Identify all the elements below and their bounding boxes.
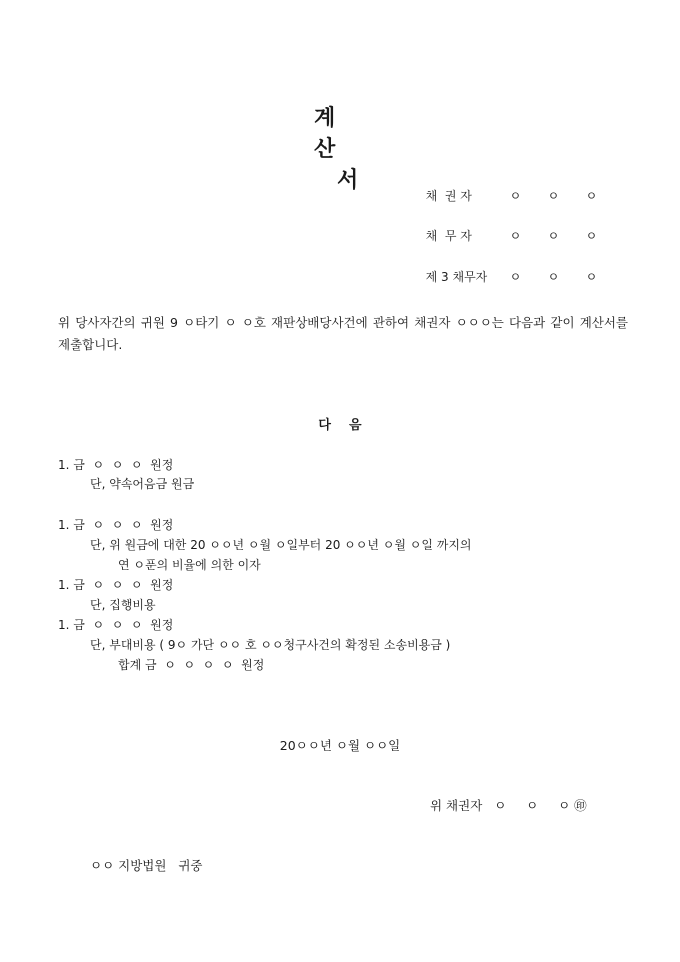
item-4-amount: 1. 금 ㅇ ㅇ ㅇ 원정 <box>58 618 174 632</box>
party-name-char: ㅇ <box>509 270 522 284</box>
item-2-note: 단, 위 원금에 대한 20 ㅇㅇ년 ㅇ월 ㅇ일부터 20 ㅇㅇ년 ㅇ월 ㅇ일 까지의 <box>90 538 472 552</box>
party-creditor <box>418 173 624 204</box>
creditor-signature: 위 채권자 ㅇ ㅇ ㅇ ㊞ <box>430 798 587 813</box>
party-name-char: ㅇ <box>509 189 522 203</box>
party-name-char: ㅇ <box>509 229 522 243</box>
party-label: 채 무 자 <box>425 229 472 243</box>
court-addressee: ㅇㅇ 지방법원 귀중 <box>90 858 203 873</box>
document-date: 20ㅇㅇ년 ㅇ월 ㅇㅇ일 <box>279 738 401 753</box>
title-char-3: 서 <box>337 168 359 193</box>
party-name-char: ㅇ <box>585 270 598 284</box>
intro-paragraph: 위 당사자간의 귀원 9 ㅇ타기 ㅇ ㅇ호 재판상배당사건에 관하여 채권자 ㅇㅇㅇ는 다음과 같이 계산서를 제출합니다. <box>58 315 628 352</box>
total-amount: 합계 금 ㅇ ㅇ ㅇ ㅇ 원정 <box>118 658 265 672</box>
item-3-amount: 1. 금 ㅇ ㅇ ㅇ 원정 <box>58 578 174 592</box>
item-3-note: 단, 집행비용 <box>90 598 156 612</box>
party-debtor <box>418 213 624 244</box>
item-2-amount: 1. 금 ㅇ ㅇ ㅇ 원정 <box>58 518 174 532</box>
item-4-note: 단, 부대비용 ( 9ㅇ 가단 ㅇㅇ 호 ㅇㅇ청구사건의 확정된 소송비용금 ) <box>90 638 451 652</box>
title-char-2: 산 <box>314 137 336 162</box>
section-title: 다 음 <box>318 418 362 433</box>
item-1-note: 단, 약속어음금 원금 <box>90 477 195 491</box>
party-label: 채 권 자 <box>425 189 472 203</box>
item-2-note-cont: 연 ㅇ푼의 비율에 의한 이자 <box>118 558 261 572</box>
party-name-char: ㅇ <box>547 229 560 243</box>
party-label: 제 3 채무자 <box>425 270 488 284</box>
title-char-1: 계 <box>314 106 336 131</box>
party-third-debtor <box>418 254 624 285</box>
party-name-char: ㅇ <box>585 189 598 203</box>
party-name-char: ㅇ <box>547 189 560 203</box>
party-name-char: ㅇ <box>547 270 560 284</box>
item-1-amount: 1. 금 ㅇ ㅇ ㅇ 원정 <box>58 458 174 472</box>
party-name-char: ㅇ <box>585 229 598 243</box>
